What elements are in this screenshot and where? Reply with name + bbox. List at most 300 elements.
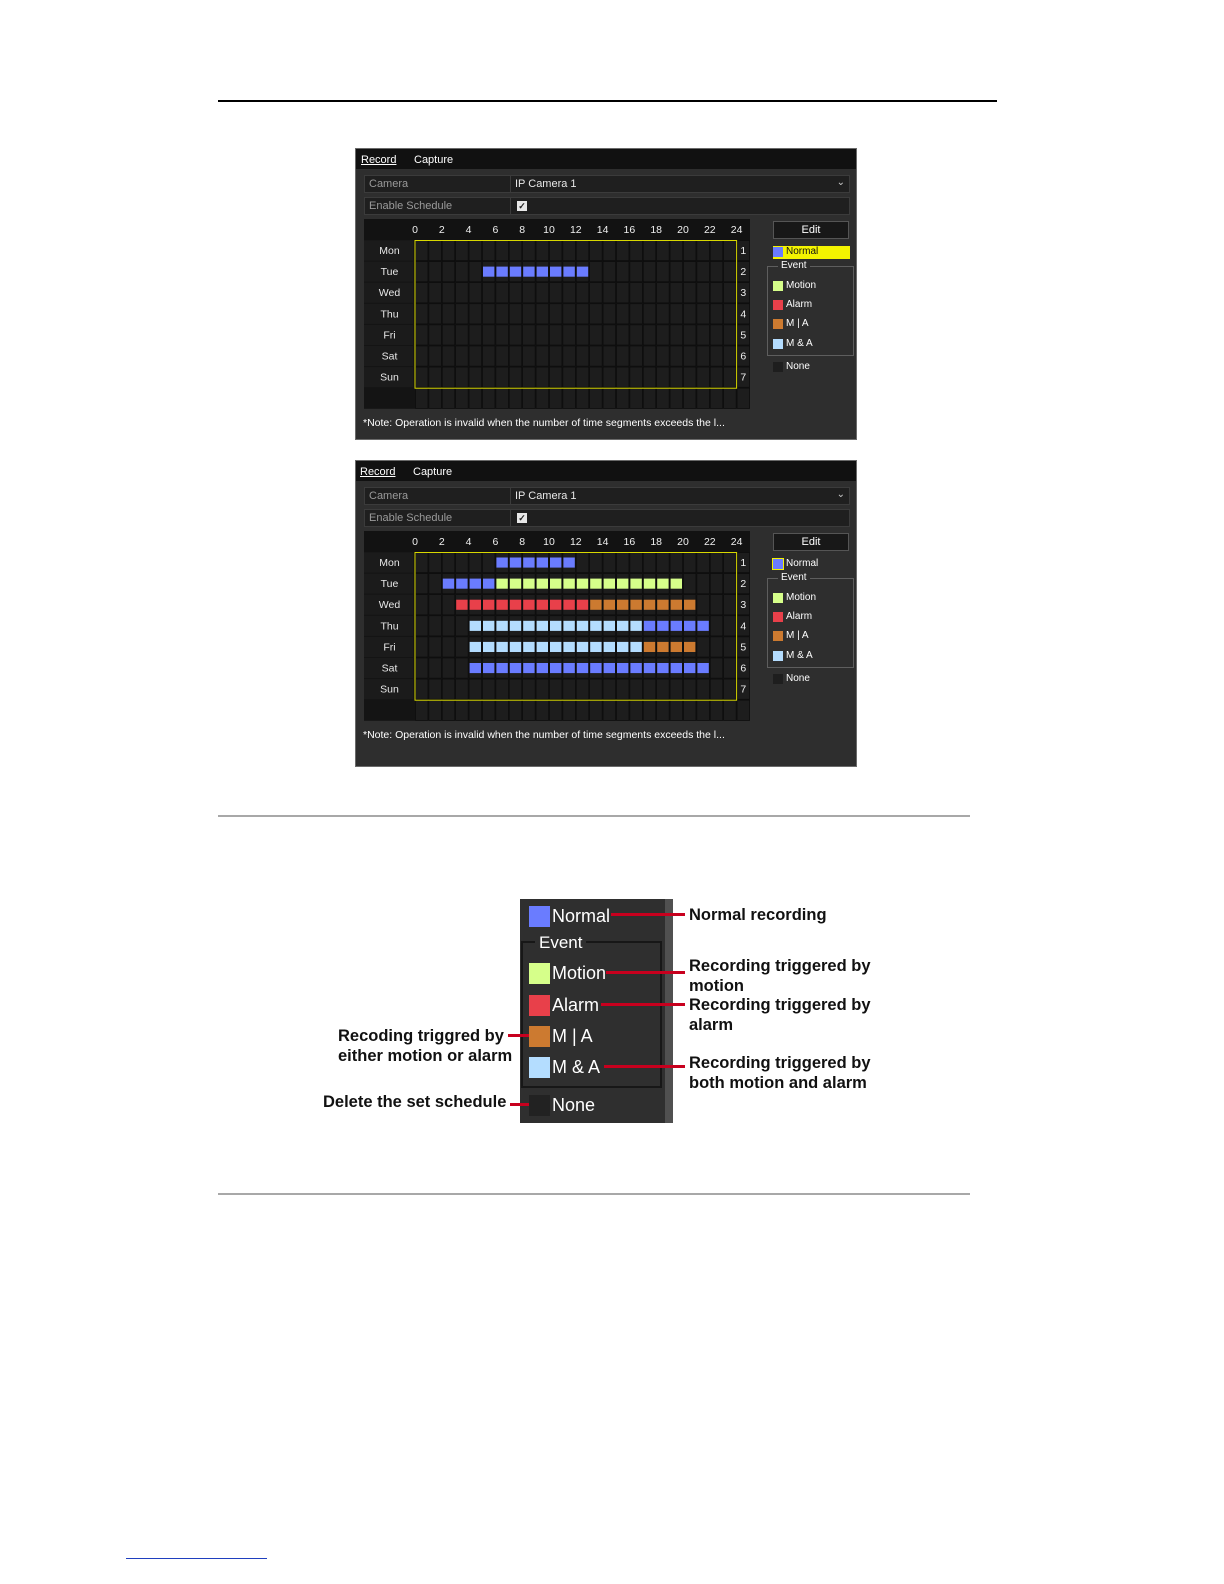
schedule-segment-m_and_a <box>617 642 628 652</box>
day-label: Sat <box>381 662 398 675</box>
grid-cell <box>724 616 736 636</box>
grid-cell <box>657 304 669 324</box>
grid-cell <box>670 241 682 261</box>
grid-cell <box>603 367 615 387</box>
grid-cell <box>429 304 441 324</box>
grid-cell <box>657 679 669 699</box>
schedule-segment-m_and_a <box>630 642 641 652</box>
grid-cell <box>496 679 508 699</box>
day-label: Fri <box>383 329 396 342</box>
grid-cell <box>724 637 736 657</box>
annotation-alarm <box>689 995 871 1035</box>
day-label: Fri <box>383 641 396 654</box>
m-and-a-swatch <box>773 339 783 349</box>
hour-tick-label: 6 <box>492 224 499 236</box>
grid-cell <box>603 553 615 573</box>
tab-record[interactable]: Record <box>361 154 397 166</box>
grid-cell <box>643 304 655 324</box>
schedule-segment-alarm <box>456 600 467 610</box>
grid-cell <box>590 262 602 282</box>
grid-cell <box>456 325 468 345</box>
grid-cell <box>603 283 615 303</box>
schedule-segment-motion <box>630 579 641 589</box>
legend-figure-event-title: Event <box>535 933 586 953</box>
schedule-segment-motion <box>617 579 628 589</box>
grid-cell <box>630 679 642 699</box>
schedule-segment-normal <box>443 579 454 589</box>
schedule-segment-alarm <box>483 600 494 610</box>
tab-capture[interactable]: Capture <box>413 466 453 478</box>
grid-cell <box>643 388 655 408</box>
schedule-grid[interactable] <box>364 219 756 413</box>
grid-cell <box>429 595 441 615</box>
grid-cell <box>442 388 454 408</box>
hour-tick-label: 22 <box>703 224 716 236</box>
grid-cell <box>684 241 696 261</box>
grid-cell <box>617 346 629 366</box>
enable-schedule-label: Enable Schedule <box>369 512 453 524</box>
legend-motion-label: Motion <box>786 592 817 603</box>
schedule-segment-normal <box>523 558 534 568</box>
grid-cell <box>684 388 696 408</box>
legend-m-and-a-label: M & A <box>786 650 813 661</box>
leader-normal <box>611 913 685 916</box>
grid-cell <box>576 325 588 345</box>
m-or-a-swatch <box>773 319 783 329</box>
hour-tick-label: 12 <box>569 224 582 236</box>
schedule-segment-m_and_a <box>496 621 507 631</box>
grid-cell <box>496 346 508 366</box>
figure-m-and-a-swatch <box>529 1057 550 1078</box>
grid-cell <box>550 304 562 324</box>
annotation-m-and-a <box>689 1053 871 1093</box>
grid-cell <box>617 241 629 261</box>
schedule-segment-motion <box>563 579 574 589</box>
figure-normal-label: Normal <box>552 906 611 926</box>
hour-tick-label: 2 <box>438 536 445 548</box>
schedule-segment-normal <box>697 621 708 631</box>
day-label: Mon <box>379 245 400 257</box>
grid-cell <box>456 262 468 282</box>
grid-cell <box>670 262 682 282</box>
grid-cell <box>416 325 428 345</box>
row-number: 2 <box>740 578 747 591</box>
schedule-segment-alarm <box>470 600 481 610</box>
grid-cell <box>657 346 669 366</box>
grid-cell <box>617 262 629 282</box>
grid-cell <box>456 616 468 636</box>
grid-cell <box>536 283 548 303</box>
grid-cell <box>630 325 642 345</box>
grid-cell <box>697 553 709 573</box>
chevron-down-icon[interactable]: ⌄ <box>836 177 845 188</box>
grid-cell <box>724 325 736 345</box>
grid-cell <box>684 304 696 324</box>
grid-cell <box>456 658 468 678</box>
grid-cell <box>697 679 709 699</box>
schedule-segment-m_and_a <box>537 621 548 631</box>
legend-alarm-label: Alarm <box>786 299 813 310</box>
grid-cell <box>550 700 562 720</box>
annotation-alarm-line2: alarm <box>689 1016 734 1034</box>
grid-cell <box>643 679 655 699</box>
grid-cell <box>603 679 615 699</box>
grid-cell <box>576 304 588 324</box>
figure-m-or-a-swatch <box>529 1026 550 1047</box>
grid-cell <box>550 325 562 345</box>
grid-cell <box>456 700 468 720</box>
hour-tick-label: 14 <box>596 536 609 548</box>
grid-cell <box>737 388 749 408</box>
schedule-segment-normal <box>510 558 521 568</box>
schedule-segment-normal <box>577 267 588 277</box>
grid-cell <box>456 679 468 699</box>
day-label: Sun <box>380 371 399 384</box>
camera-row <box>364 175 850 193</box>
schedule-segment-m_and_a <box>604 642 615 652</box>
grid-cell <box>442 637 454 657</box>
enable-schedule-checkbox[interactable]: ✓ <box>518 201 526 211</box>
schedule-segment-m_or_a <box>684 600 695 610</box>
grid-cell <box>483 325 495 345</box>
grid-cell <box>684 262 696 282</box>
grid-cell <box>603 325 615 345</box>
grid-cell <box>590 325 602 345</box>
legend-figure-edge <box>665 899 673 1123</box>
grid-cell <box>509 367 521 387</box>
schedule-segment-motion <box>510 579 521 589</box>
annotation-m-and-a-line1: Recording triggered by <box>689 1054 871 1072</box>
grid-cell <box>684 346 696 366</box>
schedule-segment-normal <box>684 663 695 673</box>
grid-cell <box>710 304 722 324</box>
hour-tick-label: 12 <box>569 536 582 548</box>
annotation-motion-line2: motion <box>689 977 744 995</box>
camera-select[interactable]: IP Camera 1 <box>515 178 577 190</box>
grid-cell <box>710 679 722 699</box>
grid-cell <box>550 283 562 303</box>
normal-swatch <box>773 559 783 569</box>
enable-schedule-label: Enable Schedule <box>369 200 453 212</box>
hour-header <box>364 531 750 552</box>
grid-cell <box>630 346 642 366</box>
m-or-a-swatch <box>773 631 783 641</box>
grid-cell <box>670 304 682 324</box>
schedule-segment-normal <box>657 663 668 673</box>
schedule-segment-normal <box>470 579 481 589</box>
row-number: 6 <box>740 350 747 363</box>
schedule-segment-motion <box>671 579 682 589</box>
row-number: 3 <box>740 599 747 612</box>
row-number: 4 <box>740 620 747 633</box>
grid-cell <box>670 367 682 387</box>
grid-cell <box>523 283 535 303</box>
figure-alarm-label: Alarm <box>552 995 600 1015</box>
schedule-segment-alarm <box>537 600 548 610</box>
schedule-segment-normal <box>604 663 615 673</box>
chevron-down-icon[interactable]: ⌄ <box>836 489 845 500</box>
leader-motion <box>606 971 685 974</box>
event-group-title: Event <box>778 260 810 271</box>
grid-cell <box>456 367 468 387</box>
motion-swatch <box>773 281 783 291</box>
schedule-segment-alarm <box>496 600 507 610</box>
schedule-segment-normal <box>537 558 548 568</box>
camera-select[interactable]: IP Camera 1 <box>515 490 577 502</box>
schedule-segment-normal <box>456 579 467 589</box>
grid-cell <box>429 325 441 345</box>
grid-cell <box>442 367 454 387</box>
grid-cell <box>643 283 655 303</box>
day-label: Tue <box>380 266 399 279</box>
grid-cell <box>630 304 642 324</box>
grid-cell <box>429 283 441 303</box>
grid-cell <box>684 553 696 573</box>
grid-cell <box>643 325 655 345</box>
grid-cell <box>684 679 696 699</box>
hour-tick-label: 24 <box>730 224 743 236</box>
leader-none <box>510 1103 529 1106</box>
grid-cell <box>617 553 629 573</box>
grid-cell <box>590 553 602 573</box>
schedule-segment-m_or_a <box>630 600 641 610</box>
legend-normal-label: Normal <box>786 558 819 569</box>
grid-cell <box>670 700 682 720</box>
grid-cell <box>456 637 468 657</box>
grid-cell <box>576 553 588 573</box>
grid-cell <box>724 367 736 387</box>
grid-cell <box>576 367 588 387</box>
edit-button[interactable]: Edit <box>773 533 849 551</box>
schedule-segment-m_and_a <box>483 642 494 652</box>
grid-cell <box>590 346 602 366</box>
tab-record[interactable]: Record <box>360 466 396 478</box>
schedule-segment-normal <box>671 663 682 673</box>
schedule-segment-normal <box>483 663 494 673</box>
annotation-m-or-a-line1: Recoding triggred by <box>338 1027 504 1045</box>
grid-cell <box>416 262 428 282</box>
grid-cell <box>416 241 428 261</box>
schedule-segment-m_and_a <box>604 621 615 631</box>
grid-cell <box>670 346 682 366</box>
hour-tick-label: 18 <box>650 224 663 236</box>
grid-cell <box>657 700 669 720</box>
grid-cell <box>590 304 602 324</box>
section-rule-top <box>218 815 970 817</box>
grid-cell <box>737 700 749 720</box>
schedule-segment-normal <box>671 621 682 631</box>
schedule-segment-alarm <box>577 600 588 610</box>
grid-cell <box>724 658 736 678</box>
grid-cell <box>590 283 602 303</box>
grid-cell <box>697 283 709 303</box>
legend-normal[interactable] <box>773 246 850 259</box>
grid-cell <box>563 367 575 387</box>
enable-schedule-checkbox[interactable]: ✓ <box>518 513 526 523</box>
tab-bar <box>356 149 856 169</box>
schedule-segment-m_and_a <box>550 621 561 631</box>
schedule-segment-motion <box>577 579 588 589</box>
schedule-segment-m_and_a <box>577 642 588 652</box>
grid-cell <box>483 304 495 324</box>
grid-cell <box>697 595 709 615</box>
grid-cell <box>670 388 682 408</box>
grid-cell <box>590 679 602 699</box>
schedule-segment-m_and_a <box>483 621 494 631</box>
schedule-segment-motion <box>590 579 601 589</box>
grid-cell <box>563 283 575 303</box>
leader-m-and-a <box>604 1065 685 1068</box>
grid-cell <box>550 679 562 699</box>
motion-swatch <box>773 593 783 603</box>
grid-cell <box>496 283 508 303</box>
grid-cell <box>724 595 736 615</box>
grid-cell <box>710 367 722 387</box>
grid-cell <box>670 325 682 345</box>
grid-cell <box>416 283 428 303</box>
grid-cell <box>523 367 535 387</box>
grid-cell <box>724 304 736 324</box>
grid-cell <box>617 700 629 720</box>
figure-motion-label: Motion <box>552 963 607 983</box>
grid-cell <box>630 241 642 261</box>
schedule-grid[interactable] <box>364 531 756 725</box>
schedule-segment-m_or_a <box>644 600 655 610</box>
grid-cell <box>523 241 535 261</box>
grid-cell <box>576 388 588 408</box>
annotation-normal <box>689 905 827 925</box>
row-number: 1 <box>740 557 747 569</box>
enable-schedule-row <box>364 197 850 215</box>
grid-cell <box>429 553 441 573</box>
figure-motion-swatch <box>529 963 550 984</box>
grid-cell <box>416 679 428 699</box>
schedule-segment-m_and_a <box>630 621 641 631</box>
schedule-segment-m_and_a <box>563 642 574 652</box>
grid-cell <box>496 700 508 720</box>
day-label: Mon <box>379 557 400 569</box>
schedule-segment-m_and_a <box>510 621 521 631</box>
grid-cell <box>684 325 696 345</box>
grid-cell <box>697 637 709 657</box>
grid-cell <box>630 388 642 408</box>
schedule-segment-normal <box>644 663 655 673</box>
grid-cell <box>509 283 521 303</box>
grid-cell <box>416 574 428 594</box>
grid-cell <box>550 388 562 408</box>
hour-tick-label: 16 <box>623 536 636 548</box>
schedule-segment-m_or_a <box>684 642 695 652</box>
grid-cell <box>496 367 508 387</box>
hour-tick-label: 0 <box>412 536 418 548</box>
grid-cell <box>603 388 615 408</box>
annotation-none-text: Delete the set schedule <box>323 1093 507 1111</box>
schedule-segment-normal <box>563 663 574 673</box>
figure-none-swatch <box>529 1095 550 1116</box>
schedule-segment-motion <box>644 579 655 589</box>
grid-cell <box>456 304 468 324</box>
schedule-panel-2 <box>355 460 857 767</box>
grid-cell <box>469 679 481 699</box>
grid-cell <box>657 262 669 282</box>
grid-cell <box>442 616 454 636</box>
camera-row <box>364 487 850 505</box>
grid-cell <box>670 679 682 699</box>
grid-cell <box>657 367 669 387</box>
footer-link-underline <box>126 1558 267 1559</box>
grid-cell <box>509 241 521 261</box>
grid-cell <box>563 346 575 366</box>
grid-cell <box>442 679 454 699</box>
grid-cell <box>429 637 441 657</box>
schedule-segment-normal <box>644 621 655 631</box>
schedule-segment-normal <box>550 558 561 568</box>
alarm-swatch <box>773 612 783 622</box>
grid-cell <box>442 553 454 573</box>
schedule-segment-normal <box>496 558 507 568</box>
grid-cell <box>442 346 454 366</box>
grid-cell <box>617 367 629 387</box>
grid-cell <box>724 241 736 261</box>
grid-cell <box>536 325 548 345</box>
legend-motion-label: Motion <box>786 280 817 291</box>
hour-tick-label: 20 <box>677 536 689 548</box>
grid-cell <box>456 388 468 408</box>
grid-cell <box>509 325 521 345</box>
tab-capture[interactable]: Capture <box>414 154 454 166</box>
schedule-segment-m_or_a <box>617 600 628 610</box>
hour-tick-label: 16 <box>623 224 636 236</box>
grid-cell <box>710 283 722 303</box>
grid-cell <box>442 658 454 678</box>
grid-cell <box>563 304 575 324</box>
grid-cell <box>617 304 629 324</box>
grid-cell <box>429 262 441 282</box>
schedule-segment-normal <box>510 663 521 673</box>
grid-cell <box>590 241 602 261</box>
schedule-segment-m_or_a <box>657 642 668 652</box>
section-rule-bottom <box>218 1193 970 1195</box>
grid-cell <box>536 304 548 324</box>
field-divider <box>510 510 511 526</box>
grid-cell <box>416 553 428 573</box>
grid-cell <box>617 679 629 699</box>
legend-m-and-a-label: M & A <box>786 338 813 349</box>
grid-cell <box>429 658 441 678</box>
edit-button[interactable]: Edit <box>773 221 849 239</box>
grid-cell <box>469 700 481 720</box>
schedule-segment-m_or_a <box>657 600 668 610</box>
schedule-segment-m_and_a <box>590 642 601 652</box>
grid-cell <box>697 346 709 366</box>
grid-cell <box>456 346 468 366</box>
grid-cell <box>483 700 495 720</box>
grid-cell <box>724 283 736 303</box>
grid-cell <box>697 700 709 720</box>
schedule-segment-normal <box>496 267 507 277</box>
grid-cell <box>684 283 696 303</box>
figure-m-or-a-label: M | A <box>552 1026 593 1046</box>
grid-cell <box>630 553 642 573</box>
grid-cell <box>429 679 441 699</box>
grid-cell <box>550 367 562 387</box>
grid-cell <box>563 700 575 720</box>
grid-cell <box>536 241 548 261</box>
grid-cell <box>603 262 615 282</box>
grid-cell <box>670 553 682 573</box>
grid-cell <box>429 616 441 636</box>
schedule-segment-normal <box>523 663 534 673</box>
